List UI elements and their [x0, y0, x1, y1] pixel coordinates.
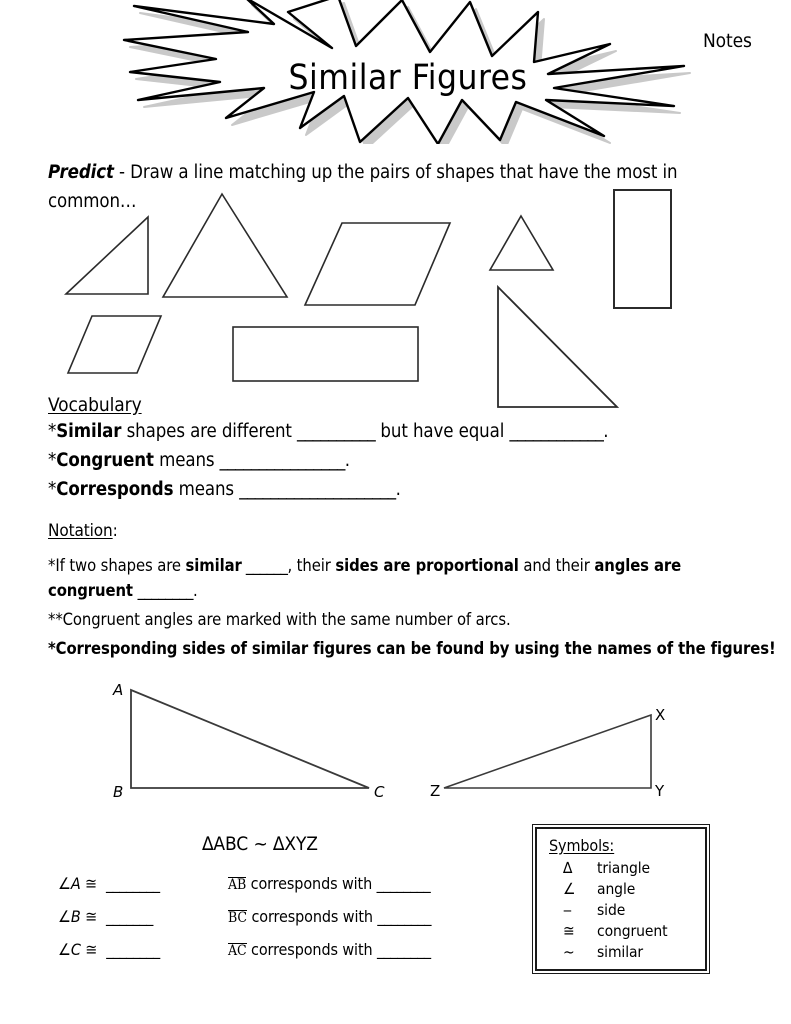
symbol-word: side — [597, 901, 626, 919]
predict-text: - Draw a line matching up the pairs of shapes that have the most in common… — [48, 162, 678, 212]
answer-blank[interactable]: ________________ — [219, 450, 345, 471]
text: . — [192, 581, 198, 600]
text: corresponds with — [246, 874, 377, 893]
vertex-label-b: B — [113, 783, 124, 801]
vocabulary-item-congruent — [48, 450, 350, 471]
side-symbol-icon: ‒ — [563, 901, 572, 919]
notation-line-1 — [48, 553, 758, 603]
text: corresponds with — [246, 907, 378, 926]
symbols-box-title: Symbols: — [549, 836, 615, 855]
term-post: . — [395, 479, 401, 500]
answer-blank[interactable]: ________ — [377, 907, 431, 926]
answer-blank[interactable]: __________ — [297, 421, 376, 442]
shape-large-right-triangle — [498, 287, 617, 407]
notation-line-2: **Congruent angles are marked with the same number of arcs. — [48, 610, 511, 629]
shape-small-parallelogram — [68, 316, 161, 373]
segment-correspondence-row — [228, 940, 431, 959]
text: , their — [287, 556, 336, 575]
vocabulary-heading: Vocabulary — [48, 394, 142, 416]
text: *If two shapes are — [48, 556, 186, 575]
answer-blank[interactable]: ________ — [376, 874, 431, 893]
answer-blank[interactable]: ____________ — [509, 421, 604, 442]
text: and their — [518, 556, 595, 575]
term-pre: means — [173, 479, 240, 500]
vertex-label-a: A — [113, 681, 124, 699]
congruent-symbol-icon: ≅ — [563, 922, 575, 940]
vertex-label-z: Z — [430, 782, 441, 800]
answer-blank[interactable]: ______ — [241, 556, 288, 575]
shape-small-triangle — [490, 216, 553, 270]
angle-symbol-icon: ∠ — [563, 880, 576, 898]
answer-blank[interactable]: ________ — [105, 874, 160, 893]
symbol-row-side — [563, 900, 705, 921]
vocabulary-item-similar — [48, 421, 608, 442]
shape-large-parallelogram — [305, 223, 450, 305]
symbol-word: congruent — [597, 922, 668, 940]
triangle-xyz — [444, 715, 651, 788]
symbol-word: triangle — [597, 859, 650, 877]
emphasis-similar: similar — [185, 556, 242, 575]
notation-heading-colon: : — [112, 521, 118, 541]
answer-blank[interactable]: ________ — [137, 581, 193, 600]
symbol-row-congruent — [563, 921, 705, 942]
symbol-word: similar — [597, 943, 644, 961]
segment-name: AB — [228, 877, 247, 893]
angle-symbol-icon: ∠ — [58, 907, 71, 926]
term: Congruent — [56, 450, 154, 471]
bullet: * — [48, 450, 57, 471]
congruent-symbol-icon: ≅ — [85, 907, 98, 926]
symbol-row-triangle — [563, 858, 705, 879]
shape-small-right-triangle — [66, 217, 148, 294]
bullet: * — [48, 421, 57, 442]
vocabulary-item-corresponds — [48, 479, 401, 500]
triangle-symbol-icon: ∆ — [563, 859, 573, 877]
bullet: * — [48, 479, 57, 500]
predict-label: Predict — [48, 162, 114, 183]
segment-correspondence-row — [228, 874, 430, 893]
angle-name: C — [70, 940, 81, 959]
answer-blank[interactable]: ____________________ — [239, 479, 396, 500]
congruent-symbol-icon: ≅ — [85, 874, 98, 893]
angle-name: A — [70, 874, 81, 893]
answer-blank[interactable]: _______ — [106, 907, 153, 926]
term-post: . — [344, 450, 350, 471]
angle-symbol-icon: ∠ — [58, 874, 71, 893]
symbols-box-inner — [535, 827, 707, 971]
notation-heading-word: Notation — [48, 521, 113, 541]
page-title: Similar Figures — [288, 58, 528, 98]
term-pre: shapes are different — [121, 421, 298, 442]
notation-line-3: *Corresponding sides of similar figures can be found by using the names of the figures! — [48, 639, 776, 658]
vertex-label-c: C — [374, 783, 385, 801]
answer-blank[interactable]: ________ — [106, 940, 160, 959]
triangle-abc — [131, 690, 369, 788]
notation-heading — [48, 521, 118, 541]
segment-name: AC — [228, 943, 247, 959]
term: Similar — [56, 421, 122, 442]
vertex-label-x: X — [655, 706, 666, 724]
term-mid: but have equal — [375, 421, 510, 442]
symbol-row-similar — [563, 942, 705, 963]
shape-wide-rectangle — [233, 327, 418, 381]
vertex-label-y: Y — [655, 782, 665, 800]
notes-corner-label: Notes — [703, 30, 752, 52]
similar-symbol-icon: ~ — [563, 943, 575, 961]
angle-symbol-icon: ∠ — [58, 940, 71, 959]
segment-name: BC — [228, 910, 247, 926]
symbols-box — [532, 824, 710, 974]
term-pre: means — [153, 450, 220, 471]
symbol-word: angle — [597, 880, 636, 898]
emphasis-angles-congruent: angles are congruent — [48, 556, 682, 600]
term: Corresponds — [56, 479, 174, 500]
symbol-row-angle — [563, 879, 705, 900]
angle-name: B — [70, 907, 81, 926]
term-post: . — [603, 421, 609, 442]
text: corresponds with — [246, 940, 377, 959]
similarity-statement: ∆ABC ~ ∆XYZ — [202, 833, 318, 855]
congruent-symbol-icon: ≅ — [85, 940, 98, 959]
segment-correspondence-row — [228, 907, 431, 926]
emphasis-sides-proportional: sides are proportional — [335, 556, 519, 575]
predict-instruction — [48, 158, 708, 216]
answer-blank[interactable]: ________ — [376, 940, 431, 959]
